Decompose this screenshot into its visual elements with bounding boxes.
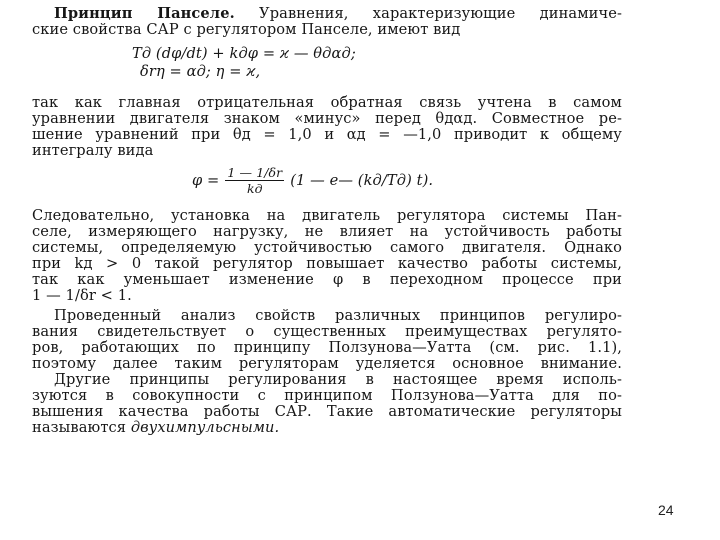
text-line: Следовательно, установка на двигатель регулятора системы Пан- <box>32 208 622 224</box>
text-line: вания свидетельствует о существенных преимуществах регулято- <box>32 324 622 340</box>
paragraph-other-principles <box>32 372 622 436</box>
text-line: так как уменьшает изменение φ в переходном процессе при <box>32 272 622 288</box>
text-line: шение уравнений при θд = 1,0 и αд = —1,0 приводит к общему <box>32 127 622 143</box>
text-line: зуются в совокупности с принципом Ползунова—Уатта для по- <box>32 388 622 404</box>
text-line: Другие принципы регулирования в настоящее время исполь- <box>54 372 622 388</box>
section-heading: Принцип Панселе. <box>54 6 235 22</box>
text-line: Проведенный анализ свойств различных принципов регулиро- <box>54 308 622 324</box>
paragraph-panselet-intro <box>32 6 622 38</box>
formula-rhs: (1 — e— (kд/Tд) t). <box>290 171 434 189</box>
text-line: уравнении двигателя знаком «минус» перед θдαд. Совместное ре- <box>32 111 622 127</box>
text-line: так как главная отрицательная обратная связь учтена в самом <box>32 95 622 111</box>
paragraph-feedback <box>32 95 622 159</box>
text-line: ров, работающих по принципу Ползунова—Уатта (см. рис. 1.1), <box>32 340 622 356</box>
text-line: интегралу вида <box>32 143 154 159</box>
formula-fraction <box>225 165 284 196</box>
formula-lhs: φ = <box>192 171 220 189</box>
paragraph-analysis <box>32 308 622 372</box>
text-line: называются двухимпульсными. <box>32 420 280 436</box>
integral-formula <box>192 165 622 196</box>
emphasized-term: двухимпульсными. <box>130 420 280 436</box>
text-line: поэтому далее таким регуляторам уделяется основное внимание. <box>32 356 622 372</box>
document-page <box>32 6 622 436</box>
equation-system-line-1: Tд (dφ/dt) + kдφ = ϰ — θдαд; <box>132 45 356 62</box>
text-line: вышения качества работы САР. Такие автоматические регуляторы <box>32 404 622 420</box>
text-line: ские свойства САР с регулятором Панселе, имеют вид <box>32 22 461 38</box>
text-line: селе, измеряющего нагрузку, не влияет на устойчивость работы <box>32 224 622 240</box>
fraction-numerator: 1 — 1/δr <box>227 165 283 180</box>
fraction-denominator: kд <box>246 181 263 196</box>
text-line: при kд > 0 такой регулятор повышает качество работы системы, <box>32 256 622 272</box>
page-number: 24 <box>658 502 674 518</box>
text-line: 1 — 1/δr < 1. <box>32 288 132 304</box>
equation-system-line-2: δrη = αд; η = ϰ, <box>140 63 261 80</box>
text-line: системы, определяемую устойчивостью самого двигателя. Однако <box>32 240 622 256</box>
text-line: Принцип Панселе. Уравнения, характеризующие динамиче- <box>54 6 622 22</box>
paragraph-conclusion <box>32 208 622 304</box>
